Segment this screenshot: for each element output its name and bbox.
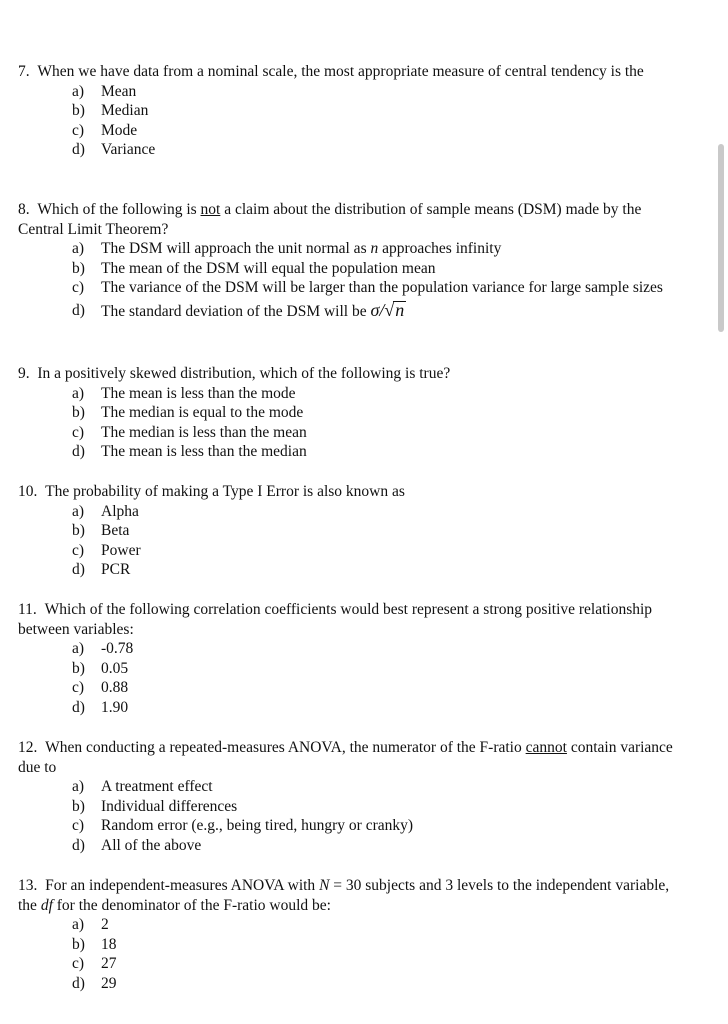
question-10 bbox=[18, 482, 690, 580]
option-c: c) 0.88 bbox=[72, 679, 129, 697]
scrollbar-thumb[interactable] bbox=[718, 144, 724, 332]
question-number: 7. bbox=[18, 63, 30, 80]
option-b: b) Individual differences bbox=[72, 797, 238, 815]
option-b: b) 18 bbox=[72, 935, 117, 953]
question-12 bbox=[18, 738, 690, 856]
question-13 bbox=[18, 876, 690, 994]
option-list bbox=[18, 915, 690, 993]
option-b: b) 0.05 bbox=[72, 659, 129, 677]
option-b: b) Beta bbox=[72, 522, 130, 540]
option-c: c) 27 bbox=[72, 955, 117, 973]
option-c: c) The variance of the DSM will be larger than the population variance for large sample sizes bbox=[72, 279, 663, 297]
option-d: d) The mean is less than the median bbox=[72, 443, 307, 461]
question-11 bbox=[18, 600, 690, 718]
question-number: 8. bbox=[18, 201, 30, 218]
question-stem: 7. When we have data from a nominal scale, the most appropriate measure of central tendency is the bbox=[18, 63, 644, 80]
option-d: d) PCR bbox=[72, 561, 131, 579]
option-d: d) 1.90 bbox=[72, 698, 129, 716]
option-c: c) Power bbox=[72, 541, 141, 559]
option-c: c) Random error (e.g., being tired, hungry or cranky) bbox=[72, 817, 414, 835]
option-b: b) The median is equal to the mode bbox=[72, 404, 304, 422]
option-d: d) All of the above bbox=[72, 836, 202, 854]
option-b: b) Median bbox=[72, 102, 149, 120]
emphasis-underline: cannot bbox=[525, 739, 567, 756]
option-d: d) 29 bbox=[72, 974, 117, 992]
option-list bbox=[18, 639, 690, 717]
question-stem: 11. Which of the following correlation coefficients would best represent a strong positive relationship between variables: bbox=[18, 601, 653, 638]
option-list bbox=[18, 777, 690, 855]
option-list bbox=[18, 239, 690, 321]
question-number: 9. bbox=[18, 365, 30, 382]
option-a: a) -0.78 bbox=[72, 640, 134, 658]
option-a: a) 2 bbox=[72, 916, 109, 934]
option-c: c) Mode bbox=[72, 121, 138, 139]
option-a: a) Alpha bbox=[72, 502, 139, 520]
question-stem: 13. For an independent-measures ANOVA with N = 30 subjects and 3 levels to the independent variable, the df for the denominator of the F-ratio would be: bbox=[18, 877, 670, 914]
question-8 bbox=[18, 200, 690, 322]
option-a: a) The mean is less than the mode bbox=[72, 384, 296, 402]
option-a: a) A treatment effect bbox=[72, 778, 213, 796]
question-number: 10. bbox=[18, 483, 38, 500]
question-number: 13. bbox=[18, 877, 38, 894]
option-list bbox=[18, 502, 690, 580]
option-list bbox=[18, 82, 690, 160]
option-b: b) The mean of the DSM will equal the population mean bbox=[72, 259, 436, 277]
option-list bbox=[18, 384, 690, 462]
question-stem: 9. In a positively skewed distribution, which of the following is true? bbox=[18, 365, 451, 382]
option-c: c) The median is less than the mean bbox=[72, 423, 307, 441]
option-a: a) The DSM will approach the unit normal as n approaches infinity bbox=[72, 240, 502, 258]
option-a: a) Mean bbox=[72, 82, 137, 100]
sigma-formula: σ/√n bbox=[370, 299, 405, 320]
question-7 bbox=[18, 62, 690, 160]
emphasis-underline: not bbox=[200, 201, 221, 218]
question-9 bbox=[18, 364, 690, 462]
question-stem: 10. The probability of making a Type I Error is also known as bbox=[18, 483, 405, 500]
question-stem: 8. Which of the following is not a claim about the distribution of sample means (DSM) made by the Central Limit Theorem? bbox=[18, 201, 642, 238]
sqrt-symbol: √ bbox=[384, 299, 395, 320]
option-d: d) Variance bbox=[72, 141, 156, 159]
option-d: d) The standard deviation of the DSM will be σ/√n bbox=[72, 299, 405, 320]
question-number: 12. bbox=[18, 739, 38, 756]
question-number: 11. bbox=[18, 601, 37, 618]
question-stem: 12. When conducting a repeated-measures ANOVA, the numerator of the F-ratio cannot contain variance due to bbox=[18, 739, 673, 776]
